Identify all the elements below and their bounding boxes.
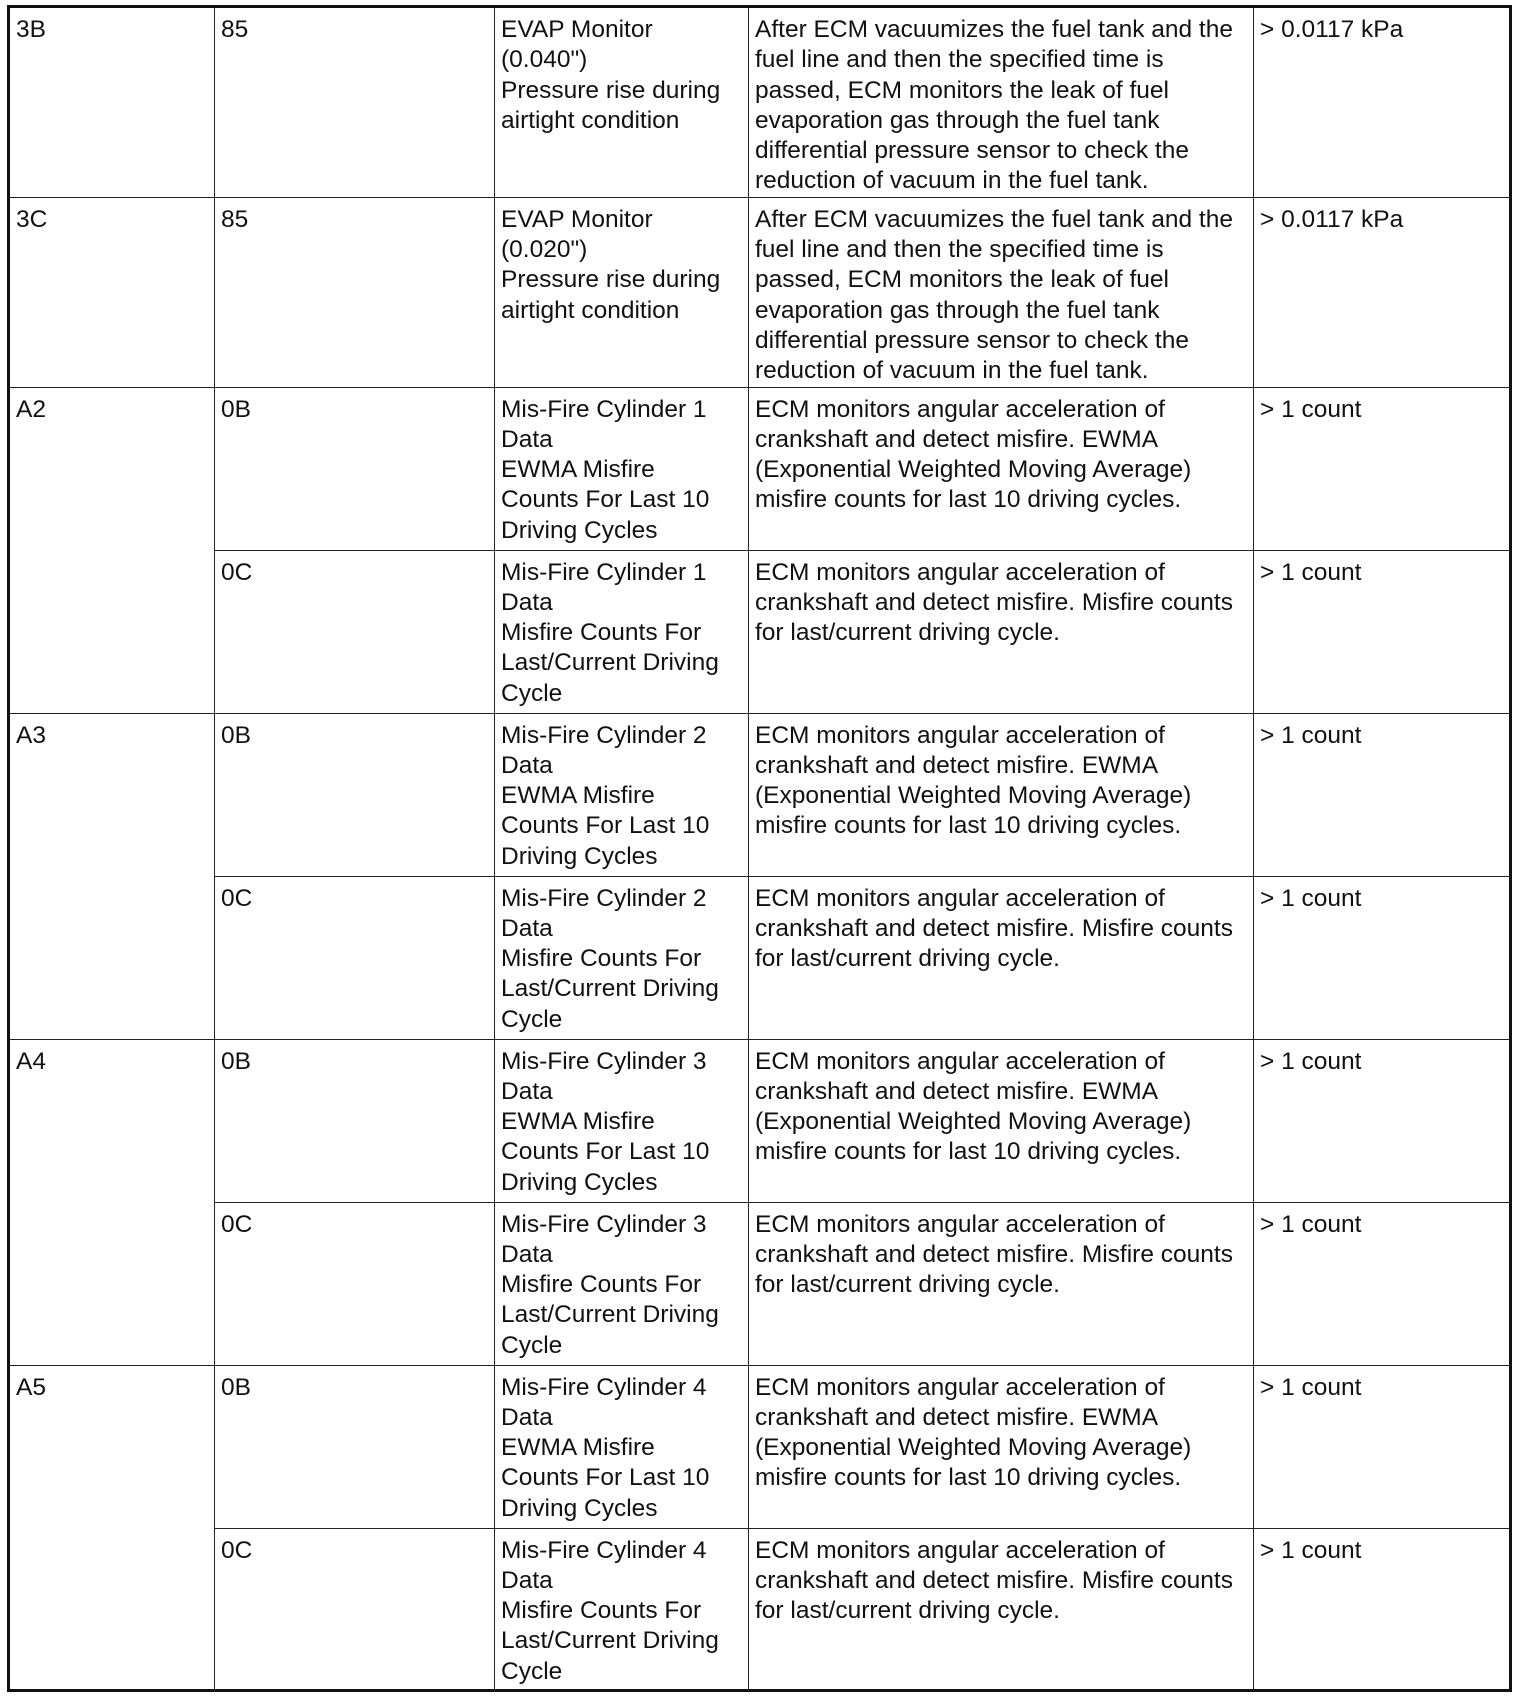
monitor-name-cell: Mis-Fire Cylinder 1 Data Misfire Counts For Last/Current Driving Cycle (495, 550, 749, 713)
monitor-name-cell: Mis-Fire Cylinder 4 Data EWMA Misfire Counts For Last 10 Driving Cycles (495, 1365, 749, 1528)
monitor-name-cell: Mis-Fire Cylinder 1 Data EWMA Misfire Counts For Last 10 Driving Cycles (495, 387, 749, 550)
threshold-cell: > 1 count (1254, 1039, 1511, 1202)
threshold-cell: > 1 count (1254, 387, 1511, 550)
sub-id-cell: 0C (215, 876, 495, 1039)
threshold-cell: > 1 count (1254, 1202, 1511, 1365)
table-row (9, 1365, 1511, 1528)
monitor-name-cell: Mis-Fire Cylinder 3 Data EWMA Misfire Counts For Last 10 Driving Cycles (495, 1039, 749, 1202)
description-cell: ECM monitors angular acceleration of crankshaft and detect misfire. Misfire counts for last/current driving cycle. (749, 1528, 1254, 1690)
monitor-name-cell: EVAP Monitor (0.020") Pressure rise during airtight condition (495, 197, 749, 387)
threshold-cell: > 1 count (1254, 1365, 1511, 1528)
table-row (9, 550, 1511, 713)
sub-id-cell: 0B (215, 713, 495, 876)
table-row (9, 1528, 1511, 1690)
sub-id-cell: 0C (215, 550, 495, 713)
monitor-data-table (7, 5, 1512, 1692)
table-row (9, 876, 1511, 1039)
description-cell: After ECM vacuumizes the fuel tank and the fuel line and then the specified time is passed, ECM monitors the leak of fuel evaporation gas through the fuel tank differential pressure sensor to check the reduction of vacuum in the fuel tank. (749, 197, 1254, 387)
mode-code-cell: A3 (9, 713, 215, 1039)
sub-id-cell: 85 (215, 197, 495, 387)
description-cell: ECM monitors angular acceleration of crankshaft and detect misfire. EWMA (Exponential Weighted Moving Average) misfire counts for last 10 driving cycles. (749, 713, 1254, 876)
monitor-name-cell: EVAP Monitor (0.040") Pressure rise during airtight condition (495, 7, 749, 198)
sub-id-cell: 0B (215, 1039, 495, 1202)
description-cell: ECM monitors angular acceleration of crankshaft and detect misfire. Misfire counts for last/current driving cycle. (749, 1202, 1254, 1365)
mode-code-cell: A2 (9, 387, 215, 713)
table-row (9, 387, 1511, 550)
description-cell: ECM monitors angular acceleration of crankshaft and detect misfire. EWMA (Exponential Weighted Moving Average) misfire counts for last 10 driving cycles. (749, 1039, 1254, 1202)
threshold-cell: > 1 count (1254, 713, 1511, 876)
monitor-name-cell: Mis-Fire Cylinder 2 Data EWMA Misfire Counts For Last 10 Driving Cycles (495, 713, 749, 876)
monitor-name-cell: Mis-Fire Cylinder 2 Data Misfire Counts For Last/Current Driving Cycle (495, 876, 749, 1039)
table-row (9, 1039, 1511, 1202)
sub-id-cell: 0B (215, 387, 495, 550)
sub-id-cell: 0C (215, 1202, 495, 1365)
description-cell: ECM monitors angular acceleration of crankshaft and detect misfire. EWMA (Exponential Weighted Moving Average) misfire counts for last 10 driving cycles. (749, 387, 1254, 550)
sub-id-cell: 0B (215, 1365, 495, 1528)
description-cell: ECM monitors angular acceleration of crankshaft and detect misfire. EWMA (Exponential Weighted Moving Average) misfire counts for last 10 driving cycles. (749, 1365, 1254, 1528)
mode-code-cell: 3C (9, 197, 215, 387)
threshold-cell: > 1 count (1254, 876, 1511, 1039)
table-row (9, 7, 1511, 198)
description-cell: After ECM vacuumizes the fuel tank and the fuel line and then the specified time is passed, ECM monitors the leak of fuel evaporation gas through the fuel tank differential pressure sensor to check the reduction of vacuum in the fuel tank. (749, 7, 1254, 198)
description-cell: ECM monitors angular acceleration of crankshaft and detect misfire. Misfire counts for last/current driving cycle. (749, 550, 1254, 713)
sub-id-cell: 0C (215, 1528, 495, 1690)
threshold-cell: > 0.0117 kPa (1254, 197, 1511, 387)
table-row (9, 197, 1511, 387)
threshold-cell: > 1 count (1254, 550, 1511, 713)
table-row (9, 1202, 1511, 1365)
mode-code-cell: A4 (9, 1039, 215, 1365)
sub-id-cell: 85 (215, 7, 495, 198)
threshold-cell: > 0.0117 kPa (1254, 7, 1511, 198)
mode-code-cell: 3B (9, 7, 215, 198)
mode-code-cell: A5 (9, 1365, 215, 1690)
monitor-name-cell: Mis-Fire Cylinder 4 Data Misfire Counts For Last/Current Driving Cycle (495, 1528, 749, 1690)
description-cell: ECM monitors angular acceleration of crankshaft and detect misfire. Misfire counts for last/current driving cycle. (749, 876, 1254, 1039)
table-row (9, 713, 1511, 876)
threshold-cell: > 1 count (1254, 1528, 1511, 1690)
monitor-name-cell: Mis-Fire Cylinder 3 Data Misfire Counts For Last/Current Driving Cycle (495, 1202, 749, 1365)
